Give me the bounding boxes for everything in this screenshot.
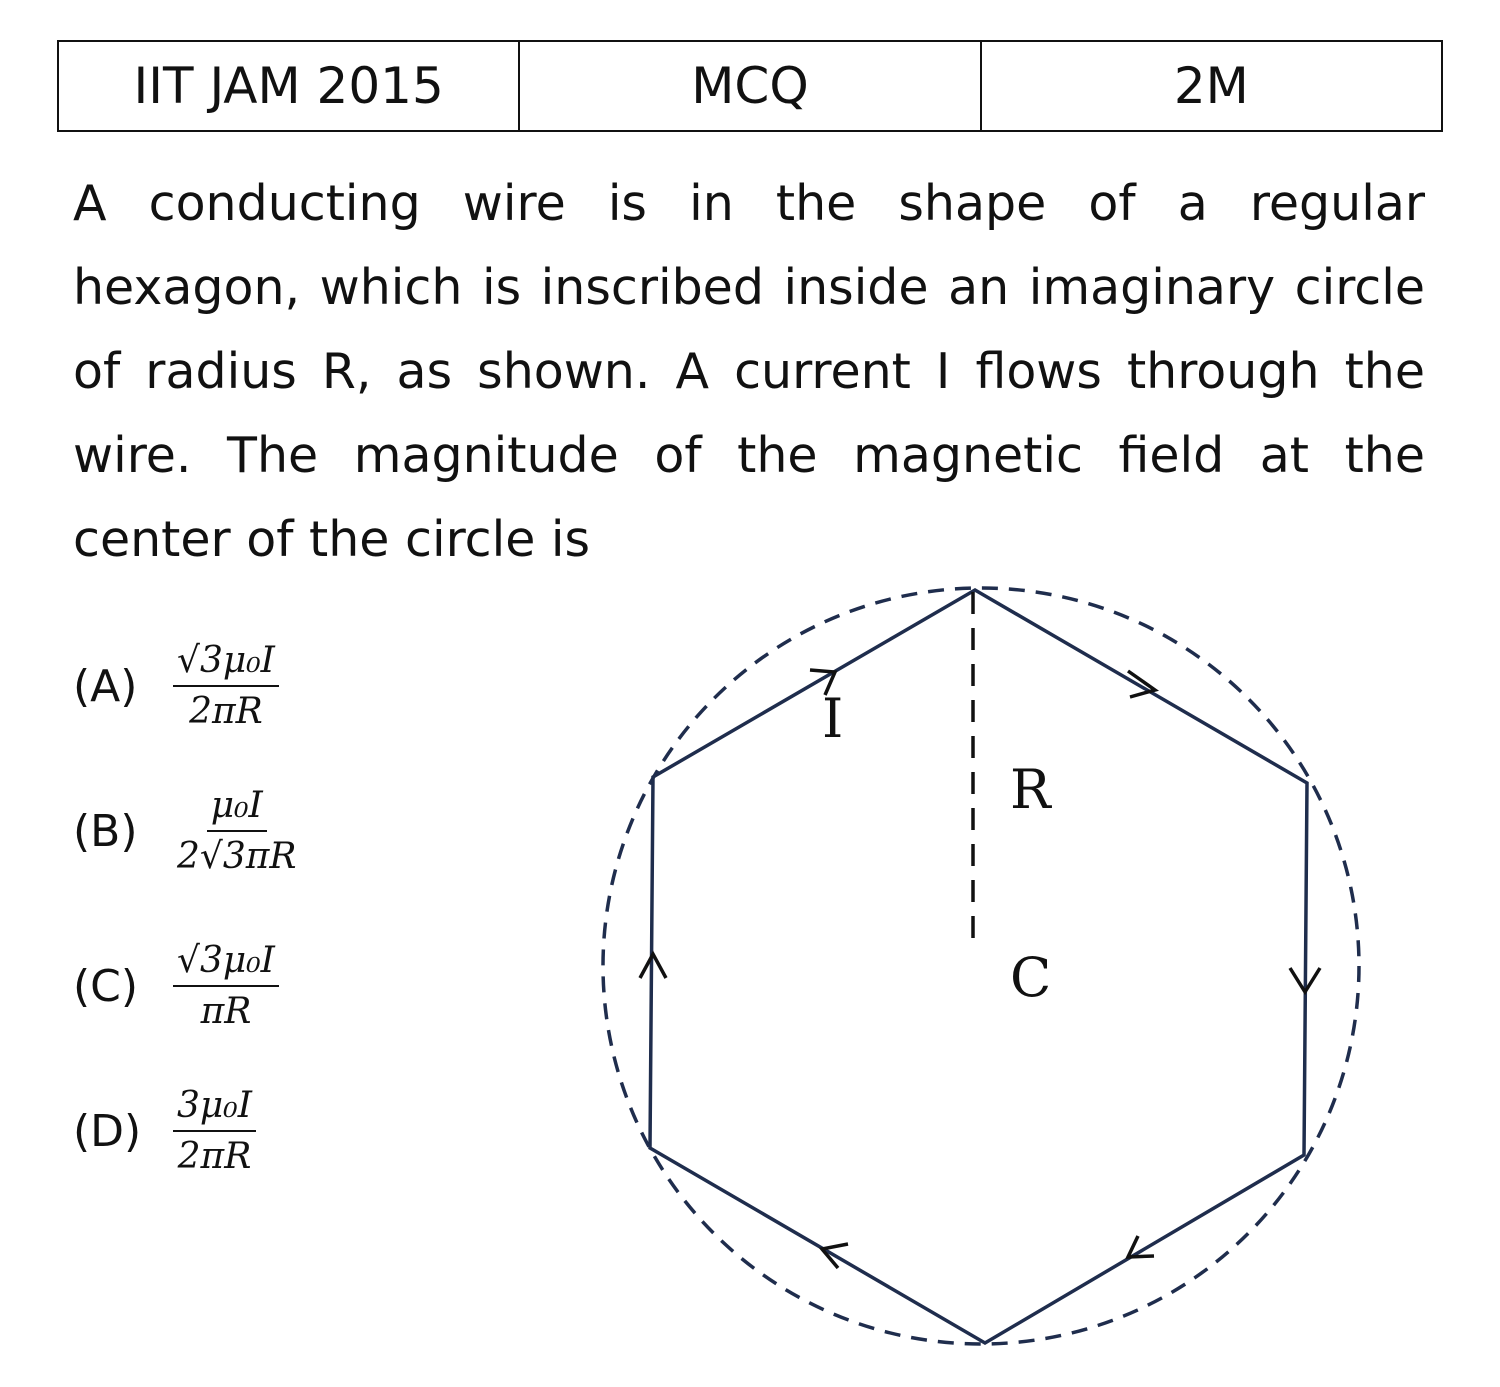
question-text: A conducting wire is in the shape of a regular hexagon, which is inscribed inside an imaginary circle of radius R, as shown. A current I flows through the wire. The magnitude of the magnetic field at the center of the circle is [73,175,1425,568]
option-label: (A) [73,660,138,712]
fraction-numerator: √3μ₀I [173,940,279,987]
fraction-denominator: πR [200,991,252,1032]
fraction-denominator: 2πR [177,1136,252,1177]
imaginary-circle [603,588,1359,1344]
fraction-denominator: 2πR [189,691,263,732]
fraction-denominator: 2√3πR [177,836,297,877]
center-label: C [1010,946,1052,1009]
question-type: MCQ [518,42,979,130]
fraction-numerator: 3μ₀I [173,1085,256,1132]
marks: 2M [980,42,1441,130]
hexagon-wire [650,590,1307,1343]
option-label: (B) [73,805,138,857]
exam-name: IIT JAM 2015 [133,57,444,115]
option-label: (D) [73,1105,142,1157]
radius-label: R [1010,758,1051,821]
option-label: (C) [73,960,139,1012]
fraction-numerator: √3μ₀I [173,640,279,687]
fraction-numerator: μ₀I [207,785,267,832]
current-label: I [822,687,844,750]
